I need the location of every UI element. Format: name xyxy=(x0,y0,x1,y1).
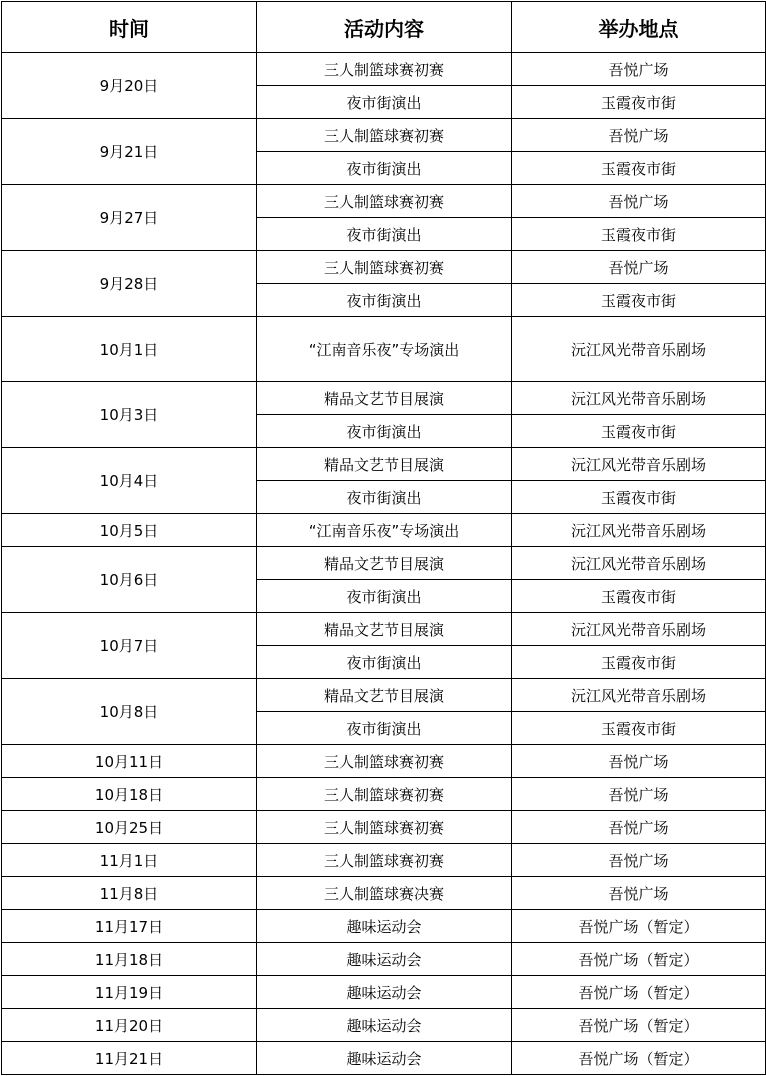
activity-cell: 三人制篮球赛初赛 xyxy=(257,745,512,778)
schedule-body xyxy=(2,53,766,1075)
header-time: 时间 xyxy=(2,2,257,53)
activity-cell: 趣味运动会 xyxy=(257,976,512,1009)
table-row xyxy=(2,745,766,778)
venue-cell: 吾悦广场 xyxy=(512,185,766,218)
date-cell: 11月1日 xyxy=(2,844,257,877)
table-row xyxy=(2,976,766,1009)
date-cell: 11月20日 xyxy=(2,1009,257,1042)
activity-cell: 精品文艺节目展演 xyxy=(257,613,512,646)
venue-cell: 沅江风光带音乐剧场 xyxy=(512,514,766,547)
activity-cell: 夜市街演出 xyxy=(257,218,512,251)
venue-cell: 吾悦广场 xyxy=(512,119,766,152)
table-row xyxy=(2,877,766,910)
table-row xyxy=(2,53,766,86)
table-row xyxy=(2,185,766,218)
activity-cell: 趣味运动会 xyxy=(257,1009,512,1042)
activity-cell: 三人制篮球赛初赛 xyxy=(257,811,512,844)
activity-cell: “江南音乐夜”专场演出 xyxy=(257,317,512,382)
table-row xyxy=(2,943,766,976)
table-row xyxy=(2,910,766,943)
date-cell: 9月21日 xyxy=(2,119,257,185)
table-row xyxy=(2,1042,766,1075)
date-cell: 10月25日 xyxy=(2,811,257,844)
date-cell: 9月27日 xyxy=(2,185,257,251)
activity-cell: 三人制篮球赛初赛 xyxy=(257,251,512,284)
date-cell: 10月18日 xyxy=(2,778,257,811)
venue-cell: 沅江风光带音乐剧场 xyxy=(512,382,766,415)
table-row xyxy=(2,317,766,382)
date-cell: 11月18日 xyxy=(2,943,257,976)
venue-cell: 沅江风光带音乐剧场 xyxy=(512,317,766,382)
activity-cell: 趣味运动会 xyxy=(257,1042,512,1075)
table-row xyxy=(2,547,766,580)
date-cell: 10月6日 xyxy=(2,547,257,613)
date-cell: 10月11日 xyxy=(2,745,257,778)
header-venue: 举办地点 xyxy=(512,2,766,53)
activity-cell: 夜市街演出 xyxy=(257,284,512,317)
activity-cell: 三人制篮球赛初赛 xyxy=(257,778,512,811)
venue-cell: 吾悦广场 xyxy=(512,251,766,284)
activity-cell: 夜市街演出 xyxy=(257,481,512,514)
venue-cell: 沅江风光带音乐剧场 xyxy=(512,448,766,481)
venue-cell: 吾悦广场（暂定） xyxy=(512,1009,766,1042)
header-row xyxy=(2,2,766,53)
date-cell: 10月7日 xyxy=(2,613,257,679)
activity-cell: 精品文艺节目展演 xyxy=(257,679,512,712)
table-row xyxy=(2,514,766,547)
activity-cell: “江南音乐夜”专场演出 xyxy=(257,514,512,547)
table-row xyxy=(2,1009,766,1042)
venue-cell: 玉霞夜市街 xyxy=(512,712,766,745)
activity-cell: 三人制篮球赛初赛 xyxy=(257,844,512,877)
venue-cell: 吾悦广场（暂定） xyxy=(512,943,766,976)
venue-cell: 吾悦广场 xyxy=(512,877,766,910)
venue-cell: 吾悦广场 xyxy=(512,778,766,811)
table-row xyxy=(2,778,766,811)
table-row xyxy=(2,119,766,152)
date-cell: 11月19日 xyxy=(2,976,257,1009)
date-cell: 10月3日 xyxy=(2,382,257,448)
activity-cell: 夜市街演出 xyxy=(257,580,512,613)
date-cell: 11月17日 xyxy=(2,910,257,943)
venue-cell: 沅江风光带音乐剧场 xyxy=(512,547,766,580)
activity-cell: 三人制篮球赛决赛 xyxy=(257,877,512,910)
date-cell: 9月20日 xyxy=(2,53,257,119)
venue-cell: 吾悦广场 xyxy=(512,53,766,86)
activity-cell: 夜市街演出 xyxy=(257,152,512,185)
activity-cell: 精品文艺节目展演 xyxy=(257,547,512,580)
venue-cell: 玉霞夜市街 xyxy=(512,86,766,119)
table-row xyxy=(2,382,766,415)
activity-cell: 夜市街演出 xyxy=(257,646,512,679)
header-activity: 活动内容 xyxy=(257,2,512,53)
table-row xyxy=(2,844,766,877)
venue-cell: 玉霞夜市街 xyxy=(512,218,766,251)
activity-cell: 夜市街演出 xyxy=(257,86,512,119)
venue-cell: 吾悦广场 xyxy=(512,745,766,778)
venue-cell: 沅江风光带音乐剧场 xyxy=(512,679,766,712)
table-row xyxy=(2,448,766,481)
venue-cell: 吾悦广场（暂定） xyxy=(512,1042,766,1075)
table-row xyxy=(2,811,766,844)
table-row xyxy=(2,679,766,712)
activity-cell: 精品文艺节目展演 xyxy=(257,448,512,481)
table-row xyxy=(2,251,766,284)
date-cell: 10月4日 xyxy=(2,448,257,514)
venue-cell: 玉霞夜市街 xyxy=(512,415,766,448)
date-cell: 10月5日 xyxy=(2,514,257,547)
activity-cell: 三人制篮球赛初赛 xyxy=(257,185,512,218)
venue-cell: 沅江风光带音乐剧场 xyxy=(512,613,766,646)
event-schedule-table xyxy=(1,1,766,1075)
venue-cell: 吾悦广场 xyxy=(512,811,766,844)
activity-cell: 趣味运动会 xyxy=(257,910,512,943)
date-cell: 10月1日 xyxy=(2,317,257,382)
venue-cell: 玉霞夜市街 xyxy=(512,284,766,317)
venue-cell: 玉霞夜市街 xyxy=(512,481,766,514)
venue-cell: 玉霞夜市街 xyxy=(512,646,766,679)
activity-cell: 趣味运动会 xyxy=(257,943,512,976)
activity-cell: 三人制篮球赛初赛 xyxy=(257,53,512,86)
activity-cell: 三人制篮球赛初赛 xyxy=(257,119,512,152)
date-cell: 11月8日 xyxy=(2,877,257,910)
activity-cell: 夜市街演出 xyxy=(257,415,512,448)
venue-cell: 玉霞夜市街 xyxy=(512,580,766,613)
date-cell: 10月8日 xyxy=(2,679,257,745)
activity-cell: 夜市街演出 xyxy=(257,712,512,745)
table-row xyxy=(2,613,766,646)
venue-cell: 吾悦广场 xyxy=(512,844,766,877)
date-cell: 11月21日 xyxy=(2,1042,257,1075)
venue-cell: 吾悦广场（暂定） xyxy=(512,976,766,1009)
activity-cell: 精品文艺节目展演 xyxy=(257,382,512,415)
venue-cell: 玉霞夜市街 xyxy=(512,152,766,185)
date-cell: 9月28日 xyxy=(2,251,257,317)
venue-cell: 吾悦广场（暂定） xyxy=(512,910,766,943)
